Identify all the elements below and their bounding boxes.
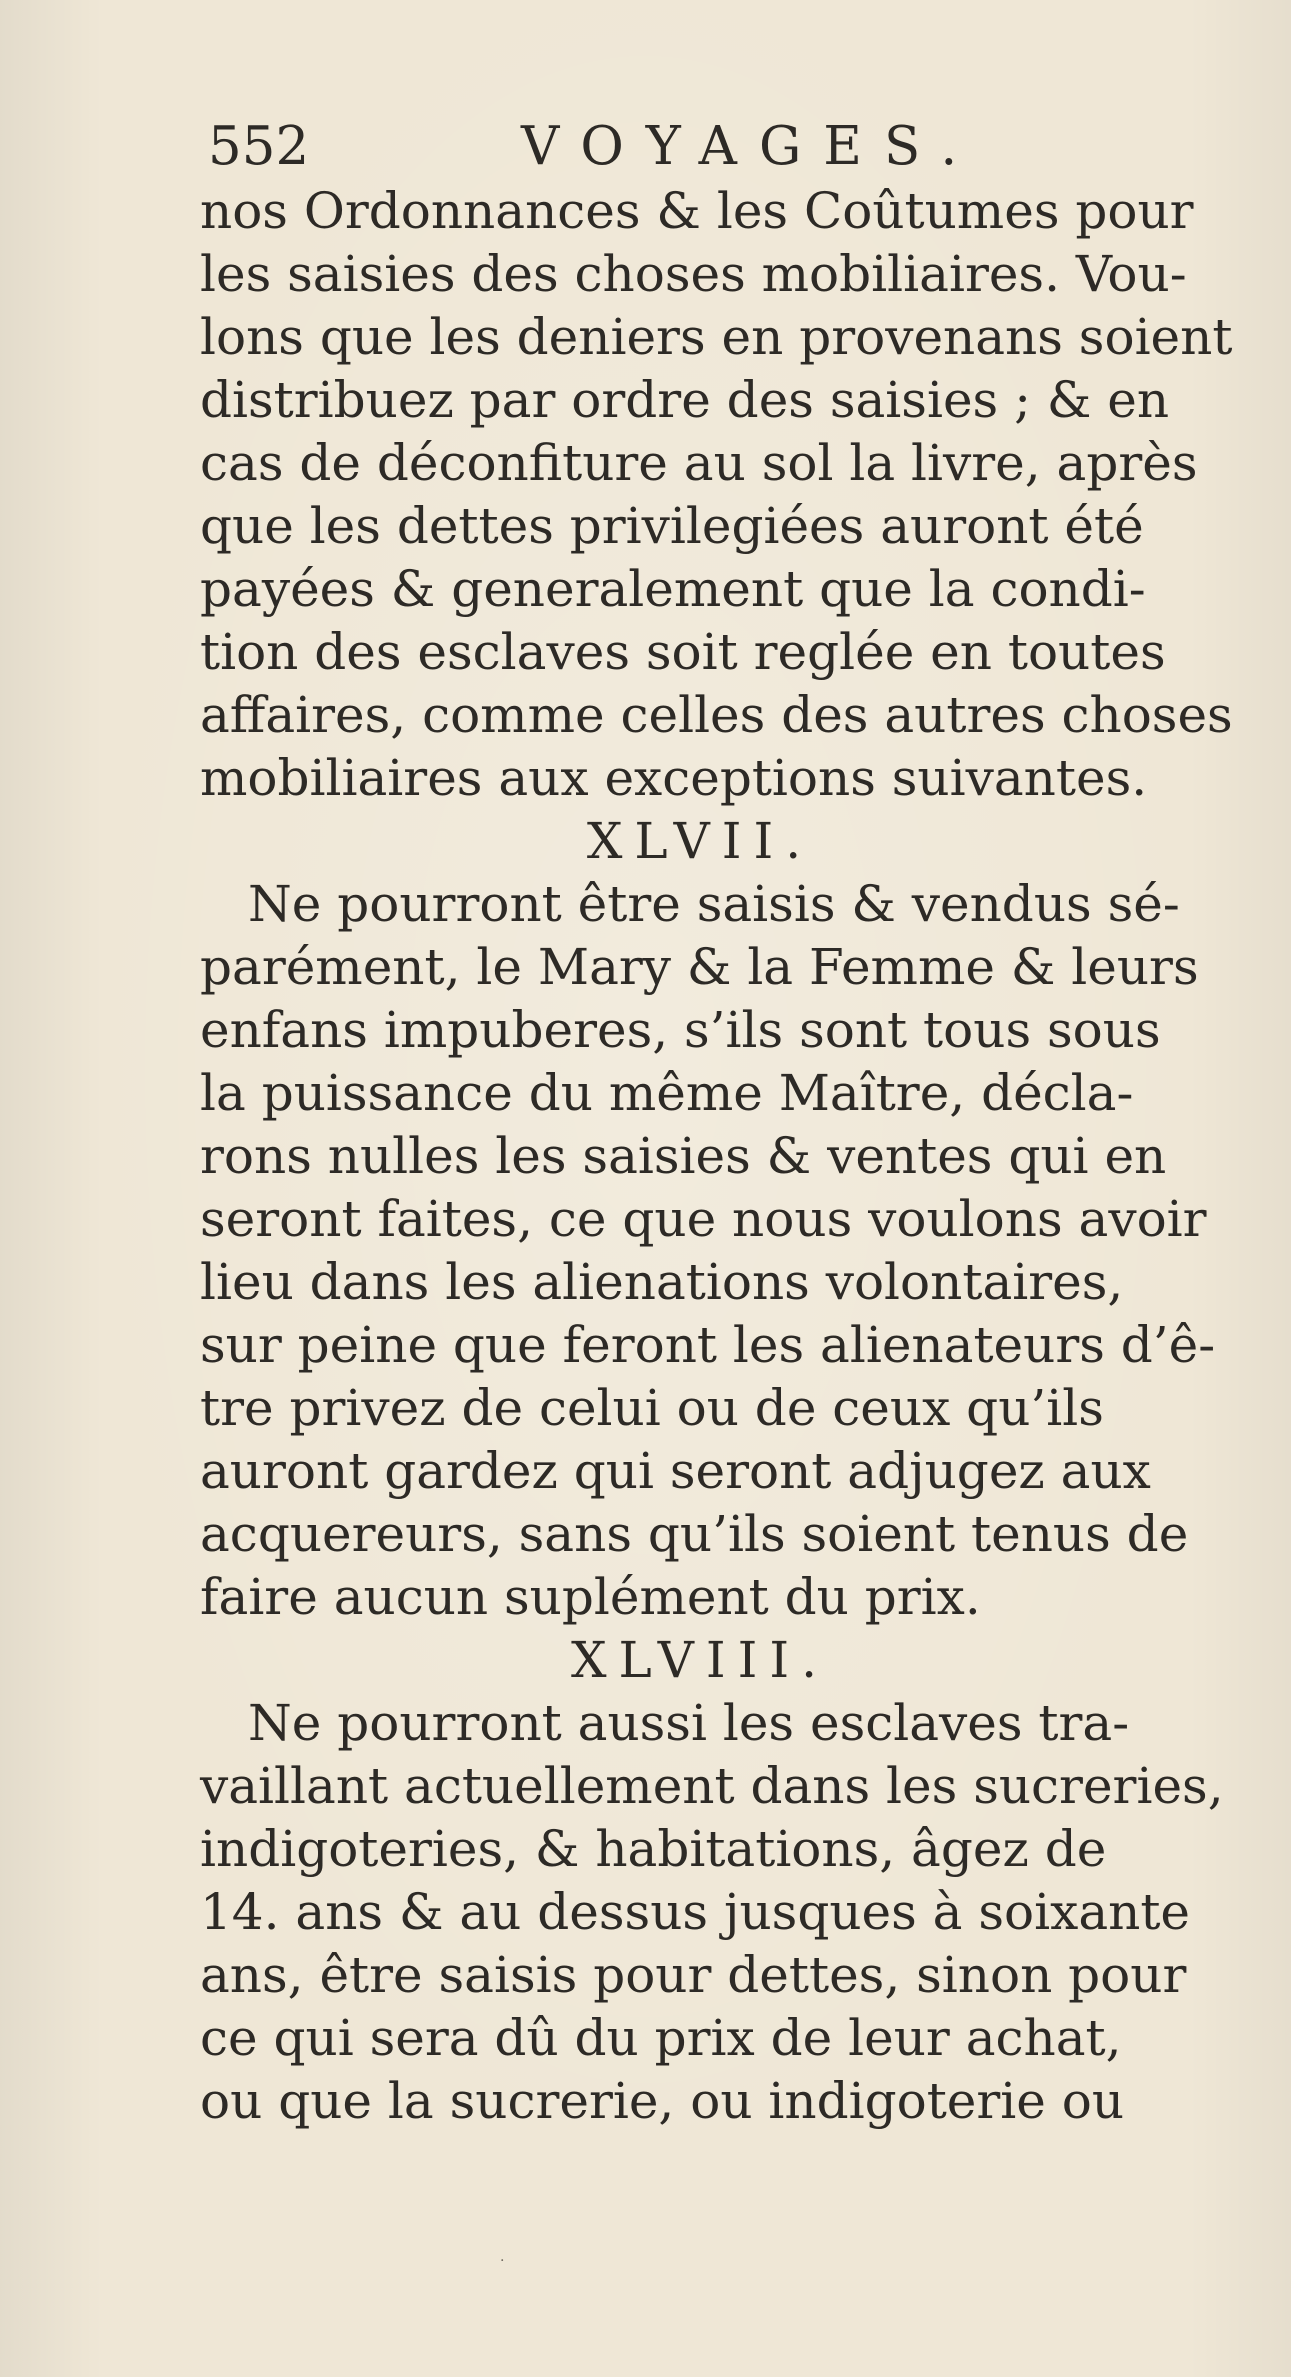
text-line: ans, être saisis pour dettes, sinon pour (200, 1946, 1187, 2004)
text-line: mobiliaires aux exceptions suivantes. (200, 749, 1148, 807)
text-line: enfans impuberes, s’ils sont tous sous (200, 1001, 1161, 1059)
text-line: indigoteries, & habitations, âgez de (200, 1820, 1107, 1878)
text-line: lons que les deniers en provenans soient (200, 308, 1233, 366)
text-line: Ne pourront aussi les esclaves tra- (248, 1694, 1130, 1752)
text-line: sur peine que feront les alienateurs d’ê- (200, 1316, 1216, 1374)
page-header (208, 112, 1108, 182)
text-line: rons nulles les saisies & ventes qui en (200, 1127, 1167, 1185)
text-line: seront faites, ce que nous voulons avoir (200, 1190, 1207, 1248)
footer-mark: . (500, 2249, 505, 2265)
text-line: lieu dans les alienations volontaires, (200, 1253, 1124, 1311)
text-line: faire aucun suplément du prix. (200, 1568, 981, 1626)
text-line: Ne pourront être saisis & vendus sé- (248, 875, 1180, 933)
text-line: payées & generalement que la condi- (200, 560, 1146, 618)
text-line: distribuez par ordre des saisies ; & en (200, 371, 1170, 429)
text-line: vaillant actuellement dans les sucreries, (200, 1757, 1224, 1815)
text-line: acquereurs, sans qu’ils soient tenus de (200, 1505, 1189, 1563)
text-line: tion des esclaves soit reglée en toutes (200, 623, 1166, 681)
text-line: nos Ordonnances & les Coûtumes pour (200, 182, 1194, 240)
text-line: parément, le Mary & la Femme & leurs (200, 938, 1199, 996)
section-heading-xlvii: XLVII. (586, 812, 814, 870)
text-line: ce qui sera dû du prix de leur achat, (200, 2009, 1122, 2067)
text-line: que les dettes privilegiées auront été (200, 497, 1144, 555)
section-heading-xlviii: XLVIII. (570, 1631, 830, 1689)
text-line: les saisies des choses mobiliaires. Vou- (200, 245, 1187, 303)
running-title: VOYAGES. (521, 116, 980, 177)
text-line: la puissance du même Maître, décla- (200, 1064, 1134, 1122)
page-number: 552 (208, 116, 310, 177)
text-line: ou que la sucrerie, ou indigoterie ou (200, 2072, 1125, 2130)
text-line: 14. ans & au dessus jusques à soixante (200, 1883, 1191, 1941)
text-line: auront gardez qui seront adjugez aux (200, 1442, 1151, 1500)
text-line: cas de déconfiture au sol la livre, après (200, 434, 1198, 492)
text-line: tre privez de celui ou de ceux qu’ils (200, 1379, 1104, 1437)
text-line: affaires, comme celles des autres choses (200, 686, 1233, 744)
